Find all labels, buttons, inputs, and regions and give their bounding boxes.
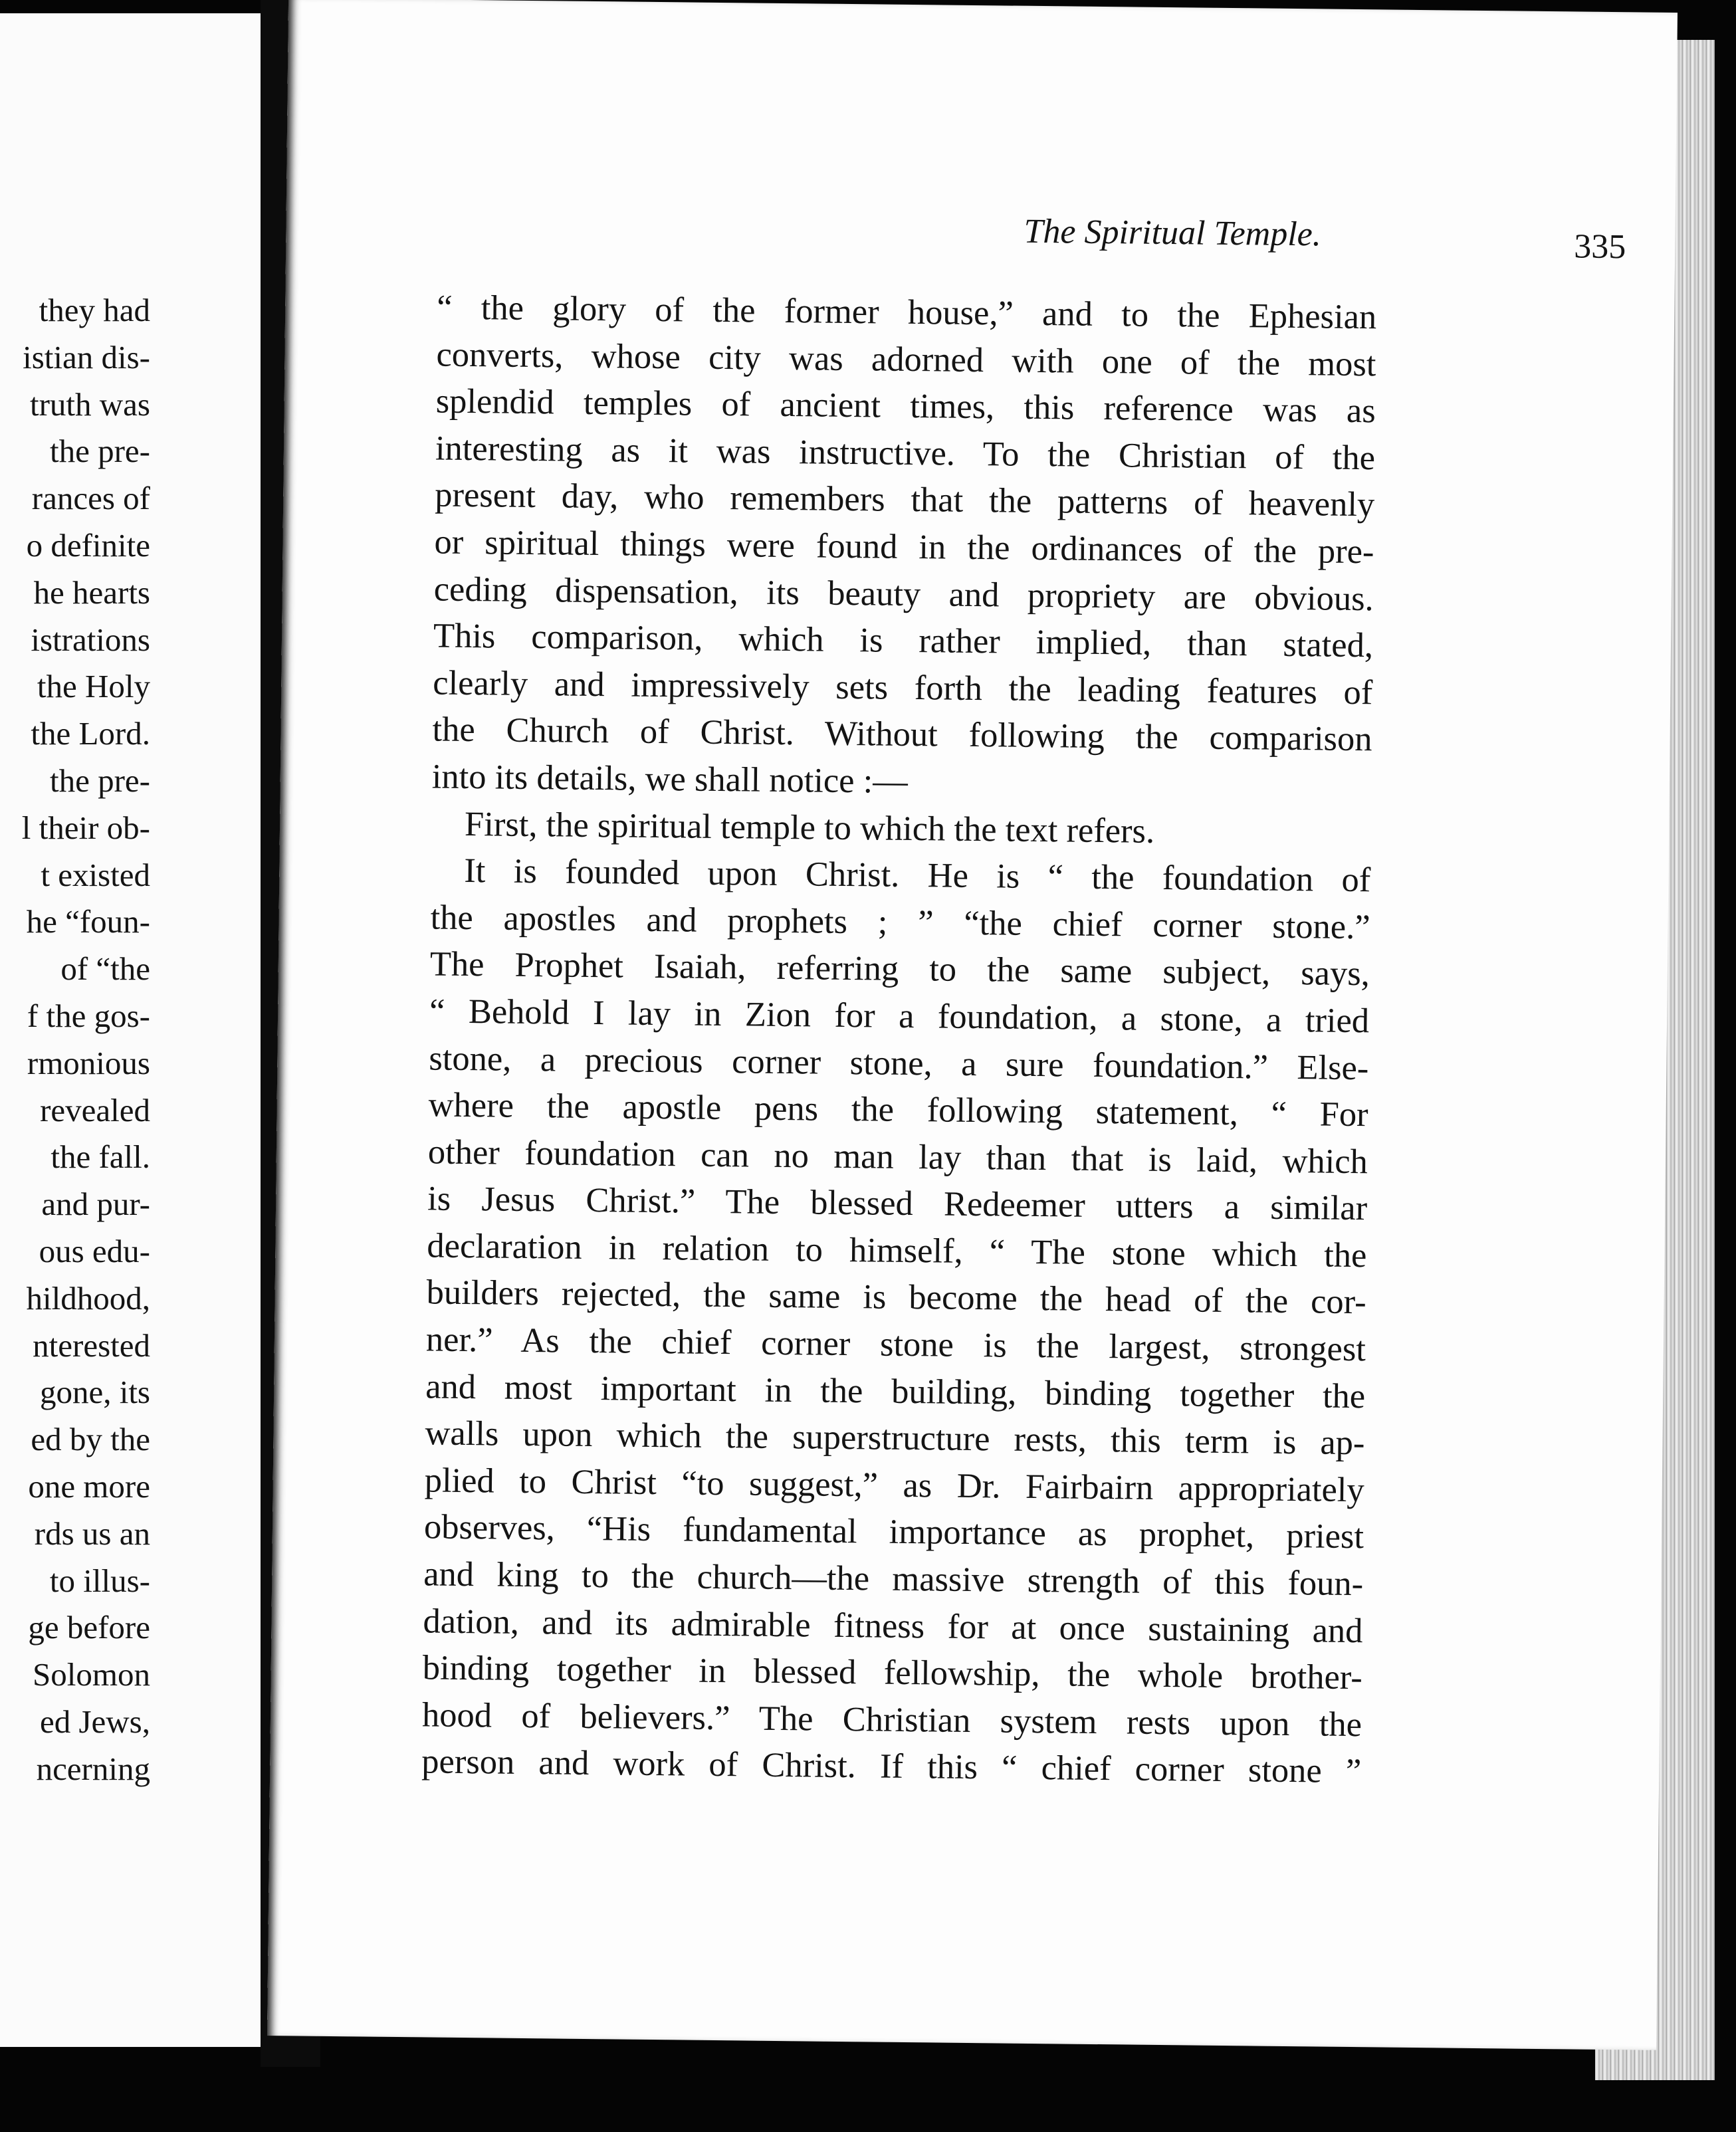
text-line: converts, whose city was adorned with one of the most <box>436 335 1376 383</box>
previous-page-fragment <box>0 13 261 2047</box>
text-line: This comparison, which is rather implied, than stated, <box>433 616 1374 665</box>
text-line: gone, its <box>39 1374 150 1411</box>
text-line: splendid temples of ancient times, this reference was as <box>435 381 1376 431</box>
text-line: First, the spiritual temple to which the text refers. <box>464 804 1155 851</box>
body-text <box>421 284 1377 1796</box>
text-line: the apostles and prophets ; ” “the chief corner stone.” <box>430 898 1370 946</box>
text-line: rmonious <box>27 1044 150 1081</box>
text-line: and king to the church—the massive strength of this foun- <box>423 1554 1364 1604</box>
text-line: nterested <box>33 1327 150 1364</box>
text-line: “ the glory of the former house,” and to the Ephesian <box>436 288 1377 337</box>
text-line: revealed <box>40 1091 150 1128</box>
text-line: istrations <box>31 621 150 658</box>
text-line: stone, a precious corner stone, a sure foundation.” Else- <box>429 1038 1369 1087</box>
text-line: builders rejected, the same is become the head of the cor- <box>426 1273 1366 1322</box>
page-number: 335 <box>1574 227 1626 266</box>
text-line: other foundation can no man lay than that is laid, which <box>427 1132 1368 1181</box>
text-line: he “foun- <box>26 903 150 940</box>
text-line: clearly and impressively sets forth the leading features of <box>433 663 1373 712</box>
text-line: person and work of Christ. If this “ chief corner stone ” <box>421 1742 1362 1791</box>
text-line: the Holy <box>37 668 150 705</box>
text-line: and pur- <box>41 1186 150 1223</box>
text-line: the Church of Christ. Without following the comparison <box>432 710 1372 759</box>
text-line: of “the <box>60 950 150 988</box>
text-line: is Jesus Christ.” The blessed Redeemer utters a similar <box>427 1179 1368 1228</box>
text-line: ner.” As the chief corner stone is the largest, strongest <box>425 1320 1366 1369</box>
text-line: interesting as it was instructive. To the Christian of the <box>435 429 1376 478</box>
text-line: the Lord. <box>31 715 150 752</box>
text-line: the pre- <box>50 433 150 470</box>
text-line: The Prophet Isaiah, referring to the same subject, says, <box>429 944 1370 994</box>
text-line: rances of <box>31 480 150 517</box>
text-line: or spiritual things were found in the ordinances of the pre- <box>434 522 1374 572</box>
text-line: o definite <box>26 526 150 564</box>
text-line: the pre- <box>50 762 150 799</box>
text-line: rds us an <box>34 1515 150 1552</box>
text-line: It is founded upon Christ. He is “ the foundation of <box>464 851 1371 900</box>
text-line: f the gos- <box>27 997 150 1034</box>
text-line: istian dis- <box>23 338 150 375</box>
running-head <box>744 209 1626 266</box>
text-line: ed Jews, <box>39 1703 150 1740</box>
text-line: Solomon <box>33 1656 150 1693</box>
text-line: hildhood, <box>26 1279 150 1317</box>
text-line: declaration in relation to himself, “ The stone which the <box>427 1226 1367 1275</box>
text-line: ncerning <box>36 1750 150 1787</box>
text-line: where the apostle pens the following statement, “ For <box>428 1085 1368 1134</box>
text-line: and most important in the building, binding together the <box>425 1367 1366 1416</box>
text-line: binding together in blessed fellowship, the whole brother- <box>422 1648 1363 1697</box>
text-line: hood of believers.” The Christian system rests upon the <box>421 1695 1362 1745</box>
text-line: t existed <box>41 856 150 893</box>
text-line: the fall. <box>51 1138 150 1176</box>
text-line: observes, “His fundamental importance as prophet, priest <box>423 1507 1364 1556</box>
text-line: “ Behold I lay in Zion for a foundation, a stone, a tried <box>429 992 1370 1041</box>
text-line: he hearts <box>33 574 150 611</box>
running-title: The Spiritual Temple. <box>1024 212 1322 254</box>
text-line: ceding dispensation, its beauty and propriety are obvious. <box>433 570 1374 618</box>
text-line: plied to Christ “to suggest,” as Dr. Fairbairn appropriately <box>424 1461 1364 1510</box>
text-line: truth was <box>30 385 150 423</box>
text-line: into its details, we shall notice :— <box>431 757 909 801</box>
previous-page-text <box>0 287 150 1793</box>
book-page <box>267 0 1678 2050</box>
text-line: dation, and its admirable fitness for at once sustaining and <box>423 1602 1363 1650</box>
text-line: ge before <box>28 1609 150 1646</box>
text-line: walls upon which the superstructure rests, this term is ap- <box>425 1414 1365 1463</box>
text-line: to illus- <box>49 1562 150 1599</box>
text-line: they had <box>39 292 150 328</box>
text-line: one more <box>28 1467 150 1505</box>
text-line: present day, who remembers that the patterns of heavenly <box>434 475 1375 524</box>
text-line: ed by the <box>31 1421 150 1458</box>
text-line: ous edu- <box>39 1232 150 1269</box>
text-line: l their ob- <box>21 809 150 846</box>
